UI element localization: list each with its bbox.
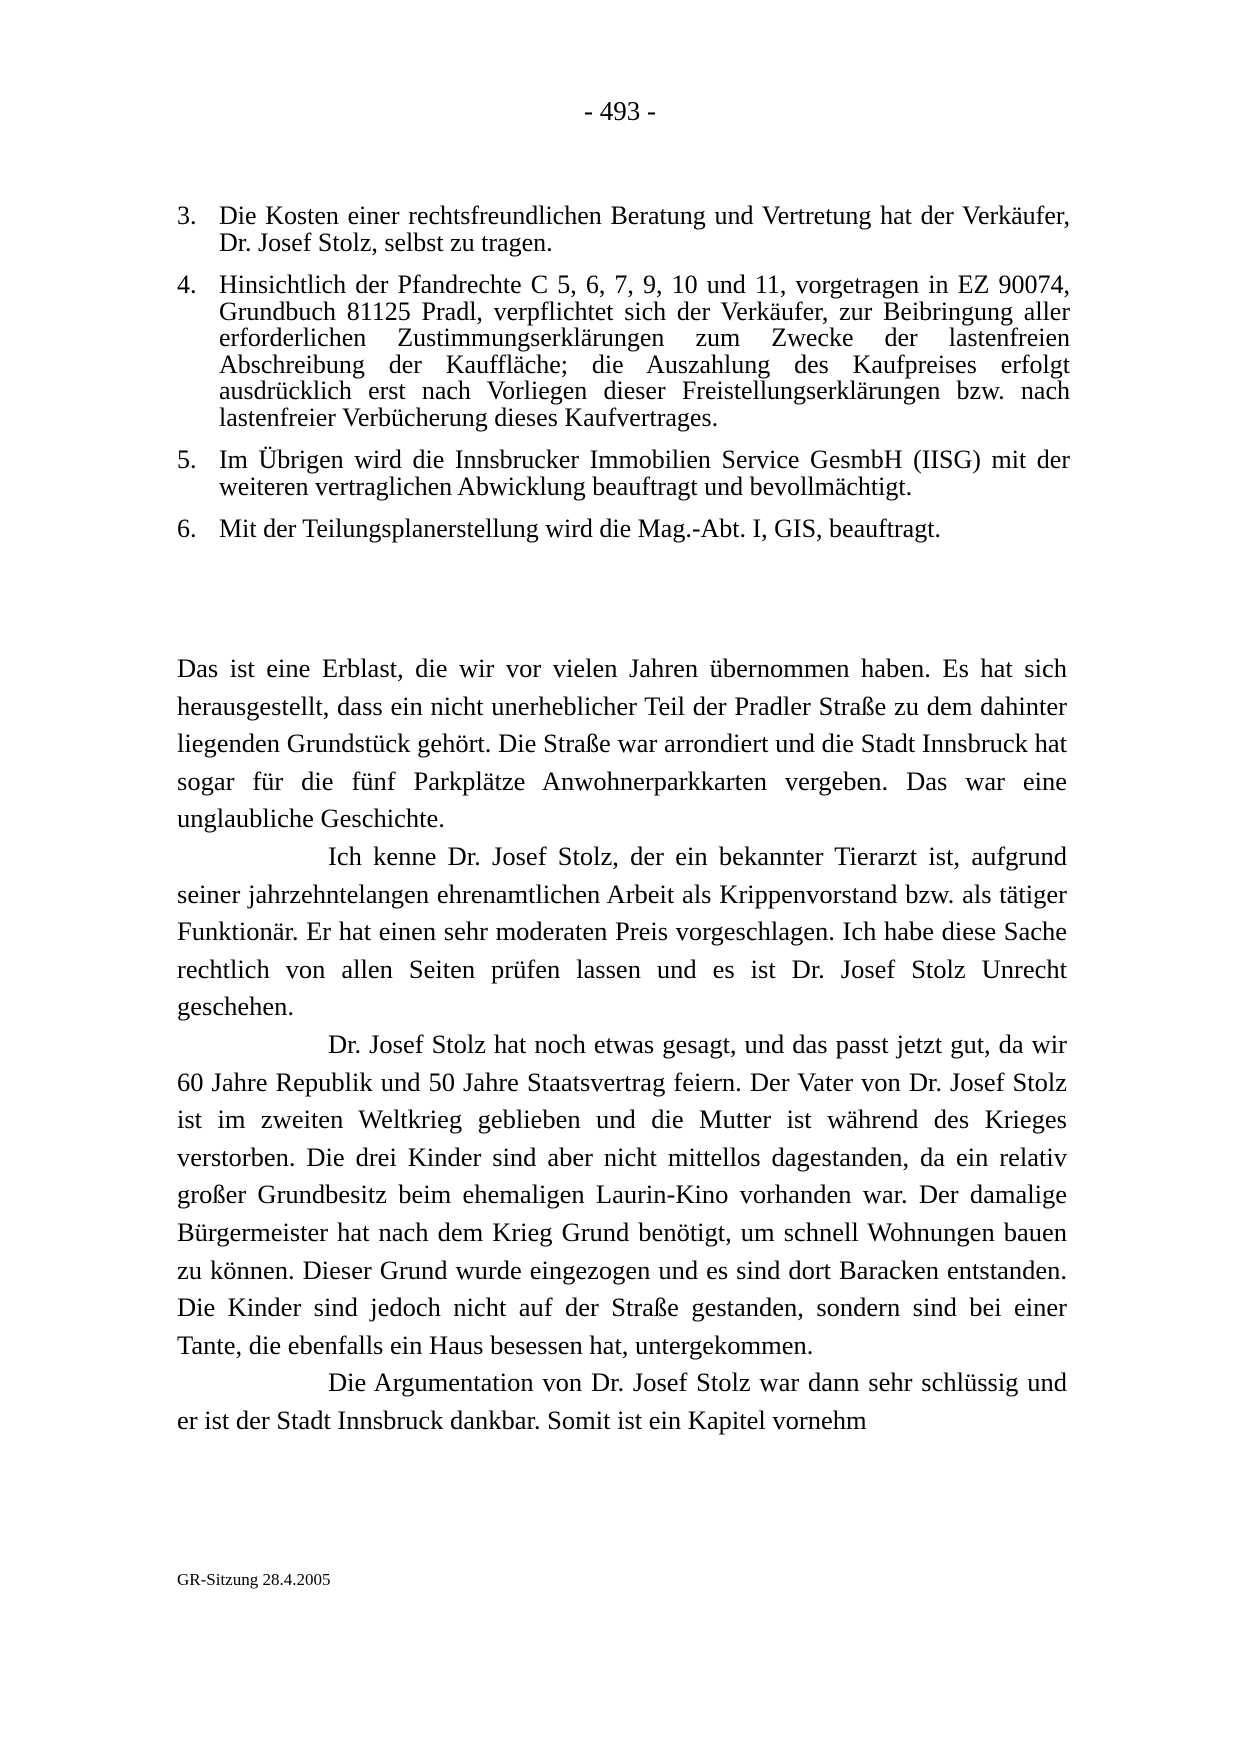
list-item	[177, 203, 1070, 256]
list-item-text: Mit der Teilungsplanerstellung wird die Mag.-Abt. I, GIS, beauftragt.	[219, 514, 941, 543]
list-item-number: 3.	[177, 201, 197, 230]
paragraph: Dr. Josef Stolz hat noch etwas gesagt, und das passt jetzt gut, da wir 60 Jahre Republik und 50 Jahre Staatsvertrag feiern. Der Vater von Dr. Josef Stolz ist im zweiten Weltkrieg geblieben und die Mutter ist während des Krieges verstorben. Die drei Kinder sind aber nicht mittellos dagestanden, da ein relativ großer Grundbesitz beim ehemaligen Laurin-Kino vorhanden war. Der damalige Bürgermeister hat nach dem Krieg Grund benötigt, um schnell Wohnungen bauen zu können. Dieser Grund wurde eingezogen und es sind dort Baracken entstanden. Die Kinder sind jedoch nicht auf der Straße gestanden, sondern sind bei einer Tante, die ebenfalls ein Haus besessen hat, untergekommen.	[177, 1028, 1067, 1360]
list-item	[177, 516, 1070, 543]
list-item-number: 6.	[177, 514, 197, 543]
page-number: - 493 -	[584, 96, 656, 126]
list-item	[177, 447, 1070, 500]
list-item-number: 5.	[177, 445, 197, 474]
paragraph: Die Argumentation von Dr. Josef Stolz war dann sehr schlüssig und er ist der Stadt Innsbruck dankbar. Somit ist ein Kapitel vornehm	[177, 1367, 1067, 1435]
list-item-text: Hinsichtlich der Pfandrechte C 5, 6, 7, 9, 10 und 11, vorgetragen in EZ 90074, Grundbuch 81125 Pradl, verpflichtet sich der Verkäufer, zur Beibringung aller erforderlichen Zustimmungserklärungen zum Zwecke der lastenfreien Abschreibung der Kauffläche; die Auszahlung des Kaufpreises erfolgt ausdrücklich erst nach Vorliegen dieser Freistellungserklärungen bzw. nach lastenfreier Verbücherung dieses Kaufvertrages.	[219, 270, 1070, 432]
paragraph: Ich kenne Dr. Josef Stolz, der ein bekannter Tierarzt ist, aufgrund seiner jahrzehntelangen ehrenamtlichen Arbeit als Krippenvorstand bzw. als tätiger Funktionär. Er hat einen sehr moderaten Preis vorgeschlagen. Ich habe diese Sache rechtlich von allen Seiten prüfen lassen und es ist Dr. Josef Stolz Unrecht geschehen.	[177, 840, 1067, 1022]
body-text	[177, 650, 1067, 1439]
list-item-text: Die Kosten einer rechtsfreundlichen Beratung und Vertretung hat der Verkäufer, Dr. Josef Stolz, selbst zu tragen.	[219, 201, 1070, 257]
list-item-number: 4.	[177, 270, 197, 299]
paragraph: Das ist eine Erblast, die wir vor vielen Jahren übernommen haben. Es hat sich herausgestellt, dass ein nicht unerheblicher Teil der Pradler Straße zu dem dahinter liegenden Grundstück gehört. Die Straße war arrondiert und die Stadt Innsbruck hat sogar für die fünf Parkplätze Anwohnerparkkarten vergeben. Das war eine unglaubliche Geschichte.	[177, 653, 1067, 834]
footer-session-date: GR-Sitzung 28.4.2005	[177, 1570, 331, 1589]
list-item	[177, 272, 1070, 431]
list-item-text: Im Übrigen wird die Innsbrucker Immobilien Service GesmbH (IISG) mit der weiteren vertraglichen Abwicklung beauftragt und bevollmächtigt.	[219, 445, 1070, 501]
resolution-list	[177, 203, 1070, 559]
